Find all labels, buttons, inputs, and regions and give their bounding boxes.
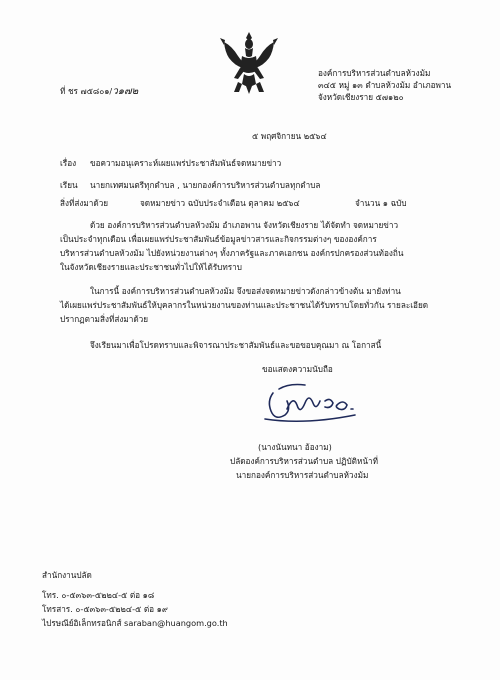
to-label: เรียน xyxy=(60,180,78,190)
sender-address-line-3: จังหวัดเชียงราย ๕๗๑๒๐ xyxy=(318,92,404,102)
enclosure-text: จดหมายข่าว ฉบับประจำเดือน ตุลาคม ๒๕๖๔ xyxy=(140,198,300,208)
phone-number: โทร. ๐-๕๓๖๓-๕๒๒๔-๕ ต่อ ๑๘ xyxy=(42,590,155,600)
para3-line-1: จึงเรียนมาเพื่อโปรดทราบและพิจารณาประชาสัมพันธ์และขอขอบคุณมา ณ โอกาสนี้ xyxy=(90,340,382,350)
fax-number: โทรสาร. ๐-๕๓๖๓-๕๒๒๔-๕ ต่อ ๑๙ xyxy=(42,604,168,614)
closing-text: ขอแสดงความนับถือ xyxy=(262,364,333,374)
para2-line-3: ปรากฏตามสิ่งที่ส่งมาด้วย xyxy=(60,314,149,324)
ref-number-handwritten: ว๑๗๒ xyxy=(112,86,139,97)
letter-date: ๕ พฤศจิกายน ๒๕๖๔ xyxy=(252,131,327,141)
office-name: สำนักงานปลัด xyxy=(42,570,92,580)
para1-line-2: เป็นประจำทุกเดือน เพื่อเผยแพร่ประชาสัมพันธ์ข้อมูลข่าวสารและกิจกรรมต่างๆ ขององค์การ xyxy=(60,234,377,244)
sender-address-line-1: องค์การบริหารส่วนตำบลห้วงม้ม xyxy=(318,68,431,78)
signer-title-2: นายกองค์การบริหารส่วนตำบลห้วงม้ม xyxy=(236,470,369,480)
sender-address-line-2: ๓๔๕ หมู่ ๑๓ ตำบลห้วงม้ม อำเภอพาน xyxy=(318,80,452,90)
subject-text: ขอความอนุเคราะห์เผยแพร่ประชาสัมพันธ์จดหมายข่าว xyxy=(90,158,282,168)
enclosure-label: สิ่งที่ส่งมาด้วย xyxy=(60,198,109,208)
to-text: นายกเทศมนตรีทุกตำบล , นายกองค์การบริหารส่วนตำบลทุกตำบล xyxy=(90,180,321,190)
signer-title-1: ปลัดองค์การบริหารส่วนตำบล ปฏิบัติหน้าที่ xyxy=(230,456,378,466)
enclosure-count: จำนวน ๑ ฉบับ xyxy=(355,198,407,208)
para1-line-4: ในจังหวัดเชียงรายและประชาชนทั่วไปให้ได้รับทราบ xyxy=(60,262,242,272)
handwritten-signature xyxy=(255,375,375,435)
para1-line-3: บริหารส่วนตำบลห้วงม้ม ไปยังหน่วยงานต่างๆ ทั้งภาครัฐและภาคเอกชน องค์กรปกครองส่วนท้องถิ่น xyxy=(60,248,404,258)
signer-name: (นางนันทนา อ้องาม) xyxy=(258,442,332,452)
subject-label: เรื่อง xyxy=(60,158,77,168)
ref-number-printed: ที่ ชร ๗๕๘๐๑/ xyxy=(60,86,113,96)
garuda-emblem-icon xyxy=(218,30,280,96)
para2-line-1: ในการนี้ องค์การบริหารส่วนตำบลห้วงม้ม จึงขอส่งจดหมายข่าวดังกล่าวข้างต้น มายังท่าน xyxy=(90,286,401,296)
email-address: ไปรษณีย์อิเล็กทรอนิกส์ saraban@huangom.go.th xyxy=(42,618,228,628)
para1-line-1: ด้วย องค์การบริหารส่วนตำบลห้วงม้ม อำเภอพาน จังหวัดเชียงราย ได้จัดทำ จดหมายข่าว xyxy=(90,220,399,230)
para2-line-2: ได้เผยแพร่ประชาสัมพันธ์ให้บุคลากรในหน่วยงานของท่านและประชาชนได้รับทราบโดยทั่วกัน รายละเอียด xyxy=(60,300,429,310)
ref-number xyxy=(60,86,138,97)
